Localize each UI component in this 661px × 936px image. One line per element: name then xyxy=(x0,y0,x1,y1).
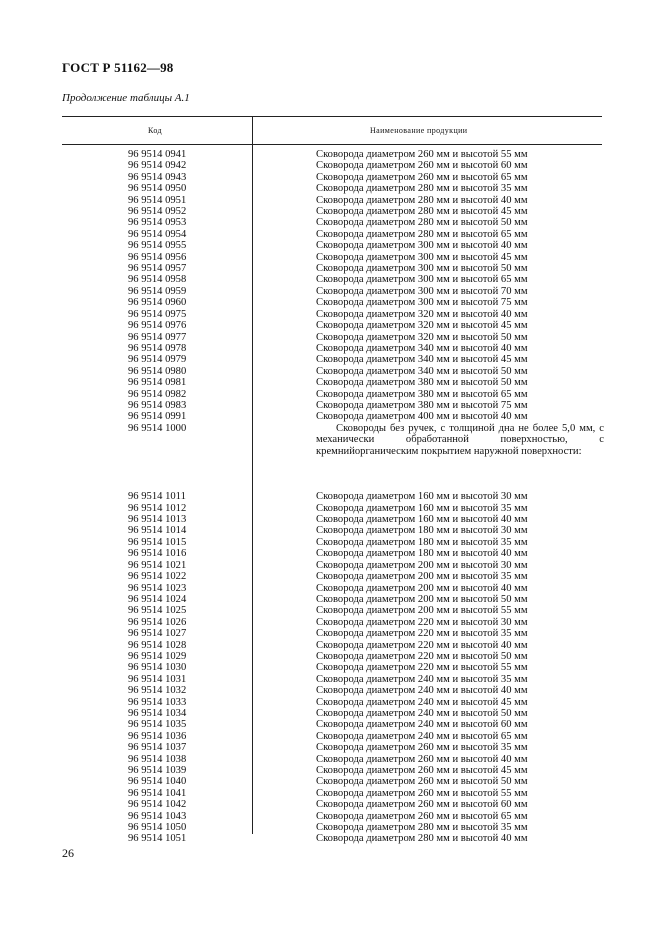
table-row xyxy=(0,754,661,765)
product-name: Сковорода диаметром 300 мм и высотой 75 мм xyxy=(316,297,528,309)
product-name: Сковорода диаметром 220 мм и высотой 35 мм xyxy=(316,628,528,640)
table-row xyxy=(0,297,661,308)
table-row xyxy=(0,514,661,525)
product-code: 96 9514 0950 xyxy=(128,183,187,195)
table-row xyxy=(0,742,661,753)
product-name: Сковорода диаметром 280 мм и высотой 65 мм xyxy=(316,228,528,240)
table-row xyxy=(0,628,661,639)
table-row xyxy=(0,206,661,217)
product-name: Сковорода диаметром 200 мм и высотой 40 мм xyxy=(316,582,528,594)
product-name: Сковорода диаметром 240 мм и высотой 60 мм xyxy=(316,719,528,731)
product-code: 96 9514 1028 xyxy=(128,639,187,651)
product-code: 96 9514 1025 xyxy=(128,605,187,617)
product-code: 96 9514 1013 xyxy=(128,514,187,526)
product-name: Сковорода диаметром 240 мм и высотой 35 мм xyxy=(316,673,528,685)
product-code: 96 9514 1038 xyxy=(128,753,187,765)
table-row xyxy=(0,229,661,240)
product-code: 96 9514 0983 xyxy=(128,399,187,411)
group-description: Сковороды без ручек, с толщиной дна не более 5,0 мм, с механически обработанной поверхностью, с кремнийорганическим покрытием наружной поверхности: xyxy=(316,422,604,457)
product-name: Сковорода диаметром 260 мм и высотой 60 мм xyxy=(316,160,528,172)
product-name: Сковорода диаметром 280 мм и высотой 35 мм xyxy=(316,183,528,195)
product-name: Сковорода диаметром 180 мм и высотой 40 мм xyxy=(316,548,528,560)
table-row xyxy=(0,685,661,696)
product-code: 96 9514 0956 xyxy=(128,251,187,263)
table-row xyxy=(0,286,661,297)
product-code: 96 9514 1023 xyxy=(128,582,187,594)
column-header-code: Код xyxy=(148,126,162,135)
product-name: Сковорода диаметром 260 мм и высотой 60 мм xyxy=(316,799,528,811)
product-name: Сковорода диаметром 240 мм и высотой 40 мм xyxy=(316,685,528,697)
product-code: 96 9514 1026 xyxy=(128,616,187,628)
table-row xyxy=(0,640,661,651)
product-code: 96 9514 1051 xyxy=(128,833,187,845)
product-code: 96 9514 0959 xyxy=(128,285,187,297)
product-name: Сковорода диаметром 260 мм и высотой 45 мм xyxy=(316,765,528,776)
table-row xyxy=(0,833,661,844)
product-code: 96 9514 1015 xyxy=(128,536,187,548)
column-header-product-name: Наименование продукции xyxy=(370,126,468,135)
table-row xyxy=(0,160,661,171)
product-code: 96 9514 1040 xyxy=(128,776,187,788)
table-row xyxy=(0,811,661,822)
product-code: 96 9514 1034 xyxy=(128,707,187,719)
table-row xyxy=(0,400,661,411)
table-row xyxy=(0,651,661,662)
table-row xyxy=(0,719,661,730)
table-row xyxy=(0,548,661,559)
product-code: 96 9514 0957 xyxy=(128,263,187,275)
product-code: 96 9514 0980 xyxy=(128,365,187,377)
product-code: 96 9514 1050 xyxy=(128,822,187,834)
table-row xyxy=(0,571,661,582)
product-name: Сковорода диаметром 160 мм и высотой 40 мм xyxy=(316,514,528,526)
table-row xyxy=(0,366,661,377)
table-row xyxy=(0,332,661,343)
product-code: 96 9514 1014 xyxy=(128,525,187,537)
table-row xyxy=(0,240,661,251)
product-name: Сковорода диаметром 300 мм и высотой 40 мм xyxy=(316,240,528,252)
table-row xyxy=(0,195,661,206)
product-code: 96 9514 0952 xyxy=(128,206,187,218)
product-code: 96 9514 0943 xyxy=(128,171,187,183)
table-row xyxy=(0,708,661,719)
product-name: Сковорода диаметром 260 мм и высотой 35 мм xyxy=(316,742,528,754)
product-name: Сковорода диаметром 300 мм и высотой 70 мм xyxy=(316,285,528,297)
product-name: Сковорода диаметром 200 мм и высотой 50 мм xyxy=(316,593,528,605)
product-code: 96 9514 0941 xyxy=(128,149,187,160)
group-row xyxy=(0,423,661,492)
product-name: Сковорода диаметром 260 мм и высотой 55 мм xyxy=(316,149,528,160)
table-row xyxy=(0,503,661,514)
product-code: 96 9514 1043 xyxy=(128,810,187,822)
table-row xyxy=(0,389,661,400)
page-number: 26 xyxy=(62,846,74,860)
product-name: Сковорода диаметром 260 мм и высотой 65 мм xyxy=(316,171,528,183)
product-name: Сковорода диаметром 320 мм и высотой 40 мм xyxy=(316,308,528,320)
table-row xyxy=(0,537,661,548)
product-name: Сковорода диаметром 200 мм и высотой 55 мм xyxy=(316,605,528,617)
product-code: 96 9514 0982 xyxy=(128,388,187,400)
table-body xyxy=(0,149,661,845)
document-title: ГОСТ Р 51162—98 xyxy=(62,60,174,75)
product-name: Сковорода диаметром 200 мм и высотой 30 мм xyxy=(316,559,528,571)
product-name: Сковорода диаметром 180 мм и высотой 30 мм xyxy=(316,525,528,537)
product-name: Сковорода диаметром 260 мм и высотой 50 мм xyxy=(316,776,528,788)
product-name: Сковорода диаметром 320 мм и высотой 50 мм xyxy=(316,331,528,343)
product-code: 96 9514 1031 xyxy=(128,673,187,685)
table-row xyxy=(0,776,661,787)
table-row xyxy=(0,217,661,228)
product-name: Сковорода диаметром 280 мм и высотой 40 мм xyxy=(316,833,528,845)
table-continuation-caption: Продолжение таблицы А.1 xyxy=(62,92,190,104)
product-name: Сковорода диаметром 340 мм и высотой 50 мм xyxy=(316,365,528,377)
product-code: 96 9514 1029 xyxy=(128,650,187,662)
product-code: 96 9514 1022 xyxy=(128,571,187,583)
product-name: Сковорода диаметром 240 мм и высотой 50 мм xyxy=(316,707,528,719)
product-name: Сковорода диаметром 380 мм и высотой 65 мм xyxy=(316,388,528,400)
product-name: Сковорода диаметром 340 мм и высотой 40 мм xyxy=(316,342,528,354)
table-top-rule xyxy=(62,116,602,117)
table-row xyxy=(0,274,661,285)
product-code: 96 9514 0954 xyxy=(128,228,187,240)
product-code: 96 9514 0979 xyxy=(128,354,187,366)
product-code: 96 9514 1012 xyxy=(128,502,187,514)
product-name: Сковорода диаметром 380 мм и высотой 50 мм xyxy=(316,377,528,389)
product-name: Сковорода диаметром 220 мм и высотой 50 мм xyxy=(316,650,528,662)
product-name: Сковорода диаметром 260 мм и высотой 40 мм xyxy=(316,753,528,765)
product-code: 96 9514 1021 xyxy=(128,559,187,571)
table-row xyxy=(0,799,661,810)
product-code: 96 9514 0942 xyxy=(128,160,187,172)
product-name: Сковорода диаметром 200 мм и высотой 35 мм xyxy=(316,571,528,583)
product-code: 96 9514 0951 xyxy=(128,194,187,206)
table-row xyxy=(0,560,661,571)
table-row xyxy=(0,594,661,605)
product-name: Сковорода диаметром 160 мм и высотой 35 мм xyxy=(316,502,528,514)
product-name: Сковорода диаметром 280 мм и высотой 45 мм xyxy=(316,206,528,218)
product-name: Сковорода диаметром 300 мм и высотой 65 мм xyxy=(316,274,528,286)
product-code: 96 9514 0978 xyxy=(128,342,187,354)
product-code: 96 9514 0977 xyxy=(128,331,187,343)
product-name: Сковорода диаметром 180 мм и высотой 35 мм xyxy=(316,536,528,548)
table-row xyxy=(0,320,661,331)
table-row xyxy=(0,343,661,354)
product-code: 96 9514 0976 xyxy=(128,320,187,332)
product-name: Сковорода диаметром 300 мм и высотой 50 мм xyxy=(316,263,528,275)
product-name: Сковорода диаметром 380 мм и высотой 75 мм xyxy=(316,399,528,411)
table-header-rule xyxy=(62,144,602,145)
product-code: 96 9514 1035 xyxy=(128,719,187,731)
product-code: 96 9514 0958 xyxy=(128,274,187,286)
table-row xyxy=(0,149,661,160)
product-code: 96 9514 1032 xyxy=(128,685,187,697)
product-code: 96 9514 0960 xyxy=(128,297,187,309)
product-name: Сковорода диаметром 220 мм и высотой 40 мм xyxy=(316,639,528,651)
product-code: 96 9514 1037 xyxy=(128,742,187,754)
product-code: 96 9514 1042 xyxy=(128,799,187,811)
product-code: 96 9514 1039 xyxy=(128,765,187,776)
table-row xyxy=(0,731,661,742)
table-row xyxy=(0,172,661,183)
table-row xyxy=(0,697,661,708)
table-row xyxy=(0,309,661,320)
product-name: Сковорода диаметром 280 мм и высотой 50 мм xyxy=(316,217,528,229)
product-code: 96 9514 0955 xyxy=(128,240,187,252)
product-name: Сковорода диаметром 300 мм и высотой 45 мм xyxy=(316,251,528,263)
table-row xyxy=(0,788,661,799)
product-code: 96 9514 1036 xyxy=(128,730,187,742)
product-name: Сковорода диаметром 260 мм и высотой 55 мм xyxy=(316,787,528,799)
product-code: 96 9514 1011 xyxy=(128,491,186,503)
product-code: 96 9514 1033 xyxy=(128,696,187,708)
product-name: Сковорода диаметром 220 мм и высотой 55 мм xyxy=(316,662,528,674)
product-code: 96 9514 0953 xyxy=(128,217,187,229)
product-code: 96 9514 0991 xyxy=(128,411,187,423)
product-name: Сковорода диаметром 240 мм и высотой 65 мм xyxy=(316,730,528,742)
table-row xyxy=(0,377,661,388)
product-name: Сковорода диаметром 160 мм и высотой 30 мм xyxy=(316,491,528,503)
table-row xyxy=(0,491,661,502)
product-code: 96 9514 1016 xyxy=(128,548,187,560)
table-row xyxy=(0,674,661,685)
table-row xyxy=(0,765,661,776)
product-name: Сковорода диаметром 400 мм и высотой 40 мм xyxy=(316,411,528,423)
product-name: Сковорода диаметром 240 мм и высотой 45 мм xyxy=(316,696,528,708)
table-row xyxy=(0,252,661,263)
product-name: Сковорода диаметром 340 мм и высотой 45 мм xyxy=(316,354,528,366)
table-row xyxy=(0,411,661,422)
table-row xyxy=(0,822,661,833)
product-code: 96 9514 0981 xyxy=(128,377,187,389)
product-code: 96 9514 0975 xyxy=(128,308,187,320)
group-code: 96 9514 1000 xyxy=(128,422,187,434)
product-code: 96 9514 1030 xyxy=(128,662,187,674)
table-row xyxy=(0,525,661,536)
product-code: 96 9514 1027 xyxy=(128,628,187,640)
product-name: Сковорода диаметром 280 мм и высотой 40 мм xyxy=(316,194,528,206)
table-row xyxy=(0,617,661,628)
product-code: 96 9514 1024 xyxy=(128,593,187,605)
table-row xyxy=(0,583,661,594)
table-row xyxy=(0,183,661,194)
product-name: Сковорода диаметром 220 мм и высотой 30 мм xyxy=(316,616,528,628)
table-row xyxy=(0,354,661,365)
product-name: Сковорода диаметром 280 мм и высотой 35 мм xyxy=(316,822,528,834)
table-row xyxy=(0,662,661,673)
table-row xyxy=(0,263,661,274)
table-row xyxy=(0,605,661,616)
product-name: Сковорода диаметром 260 мм и высотой 65 мм xyxy=(316,810,528,822)
product-code: 96 9514 1041 xyxy=(128,787,187,799)
product-name: Сковорода диаметром 320 мм и высотой 45 мм xyxy=(316,320,528,332)
